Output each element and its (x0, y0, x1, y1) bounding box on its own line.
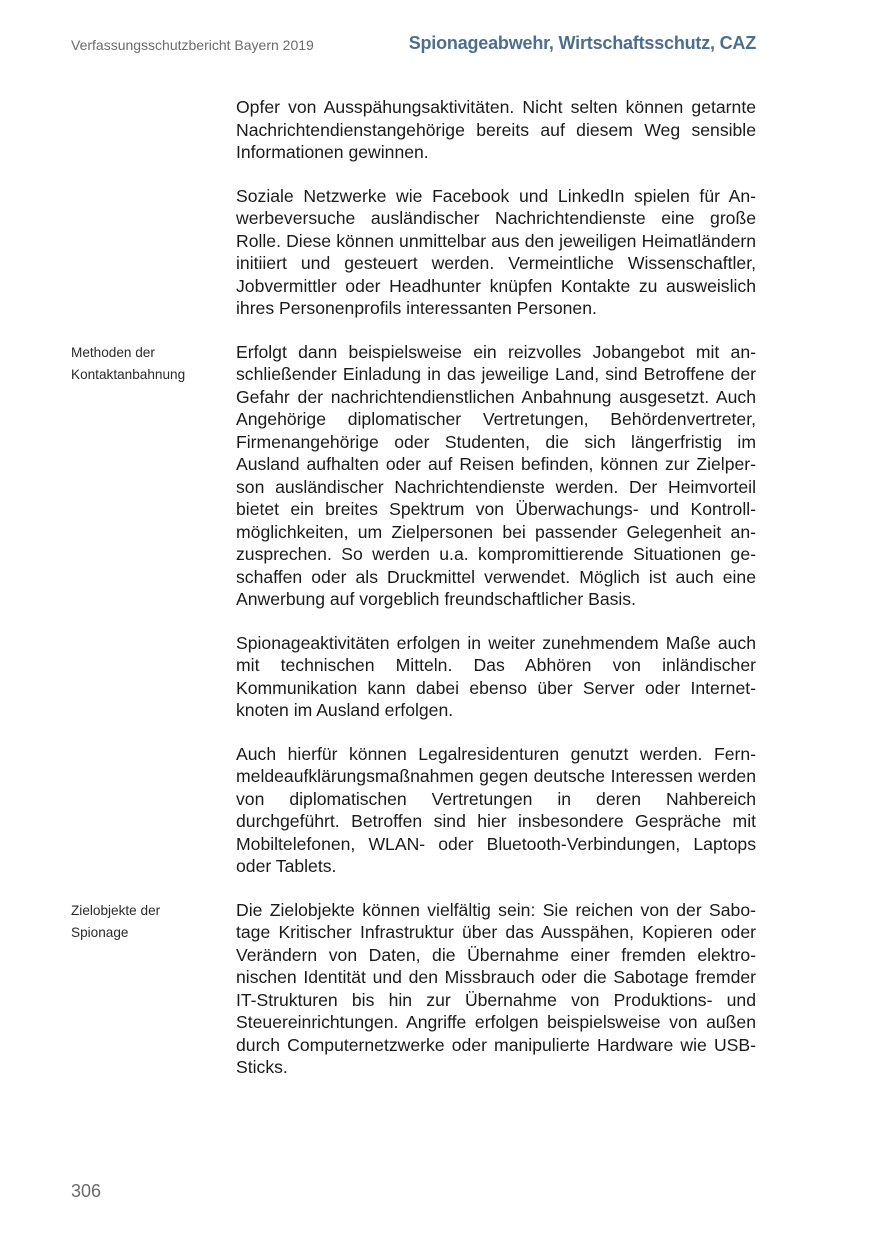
page-number: 306 (71, 1181, 102, 1201)
marginal-note: Zielobjekte der Spionage (71, 902, 161, 940)
paragraph: Opfer von Ausspähungsaktivitäten. Nicht selten können getarnte Nachrichtendienstangehörige bereits auf diesem Weg sensible Informationen gewinnen. (236, 97, 756, 162)
paragraph: Erfolgt dann beispielsweise ein reizvolles Jobangebot mit anschließender Einladung in das jeweilige Land, sind Betroffene der Gefahr der nachrichtendienstlichen Anbahnung ausgesetzt. Auch Angehörige diplomatischer Vertretungen, Behördenvertreter, Firmenangehörige oder Studenten, die sich längerfristig im Ausland aufhalten oder auf Reisen befinden, können zur Zielperson ausländischer Nachrichtendienste werden. Der Heimvorteil bietet ein breites Spektrum von Überwachungs- und Kontrollmöglichkeiten, um Zielpersonen bei passender Gelegenheit anzusprechen. So werden u.a. kompromittierende Situationen geschaffen oder als Druckmittel verwendet. Möglich ist auch eine Anwerbung auf vorgeblich freundschaftlicher Basis. (236, 341, 756, 609)
paragraph-block (236, 632, 756, 722)
paragraph-block (236, 743, 756, 878)
paragraph: Soziale Netzwerke wie Facebook und LinkedIn spielen für Anwerbeversuche ausländischer Nachrichtendienste eine große Rolle. Diese können unmittelbar aus den jeweiligen Heimatländern initiiert und gesteuert werden. Vermeintliche Wissenschaftler, Jobvermittler oder Headhunter knüpfen Kontakte zu ausweislich ihres Personenprofils interessanten Personen. (236, 185, 756, 318)
paragraph: Die Zielobjekte können vielfältig sein: Sie reichen von der Sabotage Kritischer Infrastruktur über das Ausspähen, Kopieren oder Verändern von Daten, die Übernahme einer fremden elektronischen Identität und den Missbrauch oder die Sabotage fremder IT-Strukturen bis hin zur Übernahme von Produktions- und Steuereinrichtungen. Angriffe erfolgen beispielsweise von außen durch Computernetzwerke oder manipulierte Hardware wie USB-Sticks. (236, 899, 756, 1077)
chapter-title: Spionageabwehr, Wirtschaftsschutz, CAZ (408, 33, 756, 53)
paragraph-block (71, 341, 756, 611)
paragraph: Auch hierfür können Legalresidenturen genutzt werden. Fernmeldeaufklärungsmaßnahmen gegen deutsche Interessen werden von diplomatischen Vertretungen in deren Nahbereich durchgeführt. Betroffen sind hier insbesondere Gespräche mit Mobiltelefonen, WLAN- oder Bluetooth-Verbindungen, Laptops oder Tablets. (236, 743, 756, 876)
report-title: Verfassungsschutzbericht Bayern 2019 (71, 37, 314, 53)
paragraph-block (71, 899, 756, 1079)
body-text (71, 96, 756, 1100)
marginal-note: Methoden der Kontaktanbahnung (71, 344, 186, 382)
paragraph: Spionageaktivitäten erfolgen in weiter zunehmendem Maße auch mit technischen Mitteln. Das Abhören von inländischer Kommunikation kann dabei ebenso über Server oder Internetknoten im Ausland erfolgen. (236, 632, 756, 720)
paragraph-block (236, 185, 756, 320)
paragraph-block (236, 96, 756, 164)
